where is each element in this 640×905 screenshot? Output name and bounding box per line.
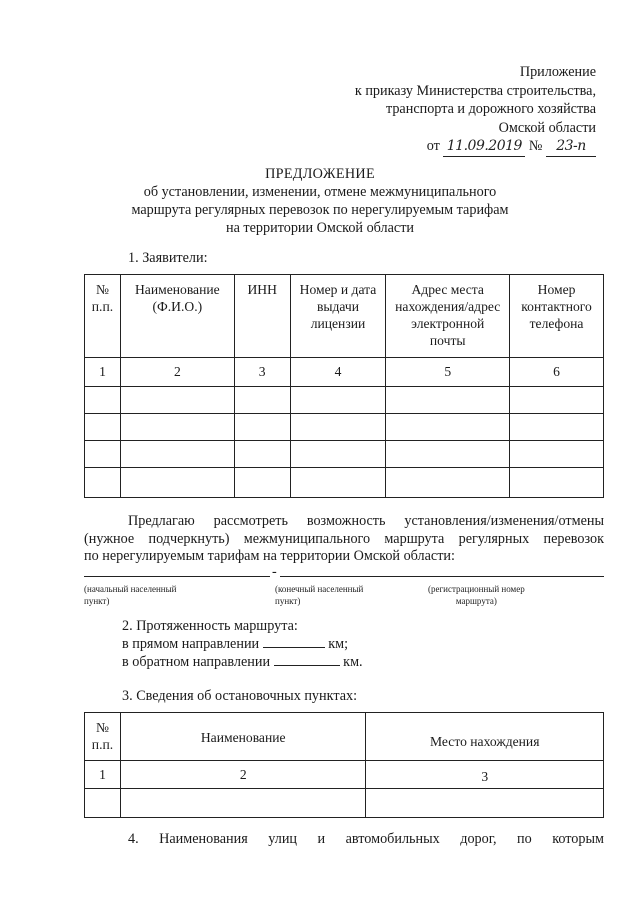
section4-word: автомобильных xyxy=(345,831,440,847)
empty-cell xyxy=(234,468,290,498)
section4-word: по xyxy=(517,831,532,847)
caption-end: (конечный населенный пункт) xyxy=(275,584,364,606)
col-header-phone: Номер контактного телефона xyxy=(510,275,604,358)
empty-cell xyxy=(85,441,121,468)
stops-header-row xyxy=(85,713,604,761)
route-dash: - xyxy=(272,564,277,580)
col-number-4: 4 xyxy=(290,358,386,387)
title-line-3: на территории Омской области xyxy=(226,220,414,236)
empty-cell xyxy=(120,441,234,468)
section4-line xyxy=(128,830,604,848)
appendix-line-2: к приказу Министерства строительства, xyxy=(354,82,596,99)
appendix-block xyxy=(355,63,596,157)
appendix-line-1: Приложение xyxy=(519,64,596,80)
empty-cell xyxy=(120,387,234,414)
handwritten-date: 11.09.2019 xyxy=(446,138,522,154)
section4-word: которым xyxy=(552,831,604,847)
table-row xyxy=(85,441,604,468)
backward-label: в обратном направлении xyxy=(122,654,271,670)
col-header-location: Место нахождения xyxy=(366,713,604,761)
empty-cell xyxy=(290,387,386,414)
forward-length-line xyxy=(122,635,348,653)
empty-cell xyxy=(85,414,121,441)
appendix-line-4: Омской области xyxy=(498,119,596,136)
empty-cell xyxy=(120,789,366,818)
applicants-header-row xyxy=(85,275,604,358)
empty-cell xyxy=(85,387,121,414)
col-number-3: 3 xyxy=(366,761,604,789)
stops-table xyxy=(84,712,604,818)
col-number-2: 2 xyxy=(120,761,366,789)
document-title xyxy=(0,165,640,237)
col-header-name: Наименование xyxy=(120,713,366,761)
section4-word: улиц xyxy=(268,831,298,847)
end-point-line xyxy=(280,576,604,577)
empty-cell xyxy=(234,414,290,441)
col-number-3: 3 xyxy=(234,358,290,387)
empty-cell xyxy=(290,468,386,498)
col-header-number: № п.п. xyxy=(85,713,121,761)
section3-heading: 3. Сведения об остановочных пунктах: xyxy=(122,688,358,704)
empty-cell xyxy=(510,387,604,414)
empty-cell xyxy=(366,789,604,818)
forward-label: в прямом направлении xyxy=(122,636,260,652)
handwritten-number: 23-п xyxy=(556,138,586,154)
empty-cell xyxy=(386,387,510,414)
section1-heading: 1. Заявители: xyxy=(128,250,208,266)
empty-cell xyxy=(120,468,234,498)
col-header-name: Наименование (Ф.И.О.) xyxy=(120,275,234,358)
applicants-table xyxy=(84,274,604,498)
empty-cell xyxy=(85,789,121,818)
empty-cell xyxy=(120,414,234,441)
table-row xyxy=(85,789,604,818)
col-number-1: 1 xyxy=(85,761,121,789)
appendix-date-line xyxy=(355,137,596,157)
caption-start: (начальный населенный пункт) xyxy=(84,584,177,606)
stops-number-row xyxy=(85,761,604,789)
col-number-6: 6 xyxy=(510,358,604,387)
proposal-line-3: по нерегулируемым тарифам на территории Омской области: xyxy=(84,548,455,564)
col-number-5: 5 xyxy=(386,358,510,387)
appendix-line-3: транспорта и дорожного хозяйства xyxy=(385,101,596,117)
col-number-2: 2 xyxy=(120,358,234,387)
empty-cell xyxy=(290,441,386,468)
empty-cell xyxy=(234,441,290,468)
section4-word: Наименования xyxy=(159,831,248,847)
applicants-number-row xyxy=(85,358,604,387)
section4-word: 4. xyxy=(128,831,139,847)
section4-word: дорог, xyxy=(460,831,497,847)
empty-cell xyxy=(510,414,604,441)
caption-registration: (регистрационный номер маршрута) xyxy=(428,584,525,606)
table-row xyxy=(85,414,604,441)
col-header-inn: ИНН xyxy=(234,275,290,358)
empty-cell xyxy=(85,468,121,498)
section2-heading: 2. Протяженность маршрута: xyxy=(122,618,298,634)
section4-word: и xyxy=(317,831,326,847)
table-row xyxy=(85,468,604,498)
empty-cell xyxy=(386,468,510,498)
title-heading: ПРЕДЛОЖЕНИЕ xyxy=(265,166,375,182)
title-line-2: маршрута регулярных перевозок по нерегулируемым тарифам xyxy=(131,202,509,218)
empty-cell xyxy=(386,441,510,468)
backward-length-line xyxy=(122,653,363,671)
forward-unit: км; xyxy=(328,636,349,652)
proposal-line-1: Предлагаю рассмотреть возможность установления/изменения/отмены xyxy=(128,513,604,529)
empty-cell xyxy=(510,441,604,468)
empty-cell xyxy=(386,414,510,441)
backward-unit: км. xyxy=(343,654,363,670)
empty-cell xyxy=(290,414,386,441)
forward-blank xyxy=(263,647,325,648)
start-point-line xyxy=(84,576,270,577)
col-header-number: № п.п. xyxy=(85,275,121,358)
col-header-address: Адрес места нахождения/адрес электронной почты xyxy=(386,275,510,358)
empty-cell xyxy=(510,468,604,498)
number-label: № xyxy=(528,138,543,154)
from-label: от xyxy=(426,138,440,154)
proposal-line-2: (нужное подчеркнуть) межмуниципального маршрута регулярных перевозок xyxy=(84,530,604,547)
table-row xyxy=(85,387,604,414)
backward-blank xyxy=(274,665,340,666)
col-number-1: 1 xyxy=(85,358,121,387)
title-line-1: об установлении, изменении, отмене межмуниципального xyxy=(143,184,497,200)
proposal-paragraph xyxy=(84,513,604,566)
empty-cell xyxy=(234,387,290,414)
col-header-license: Номер и дата выдачи лицензии xyxy=(290,275,386,358)
